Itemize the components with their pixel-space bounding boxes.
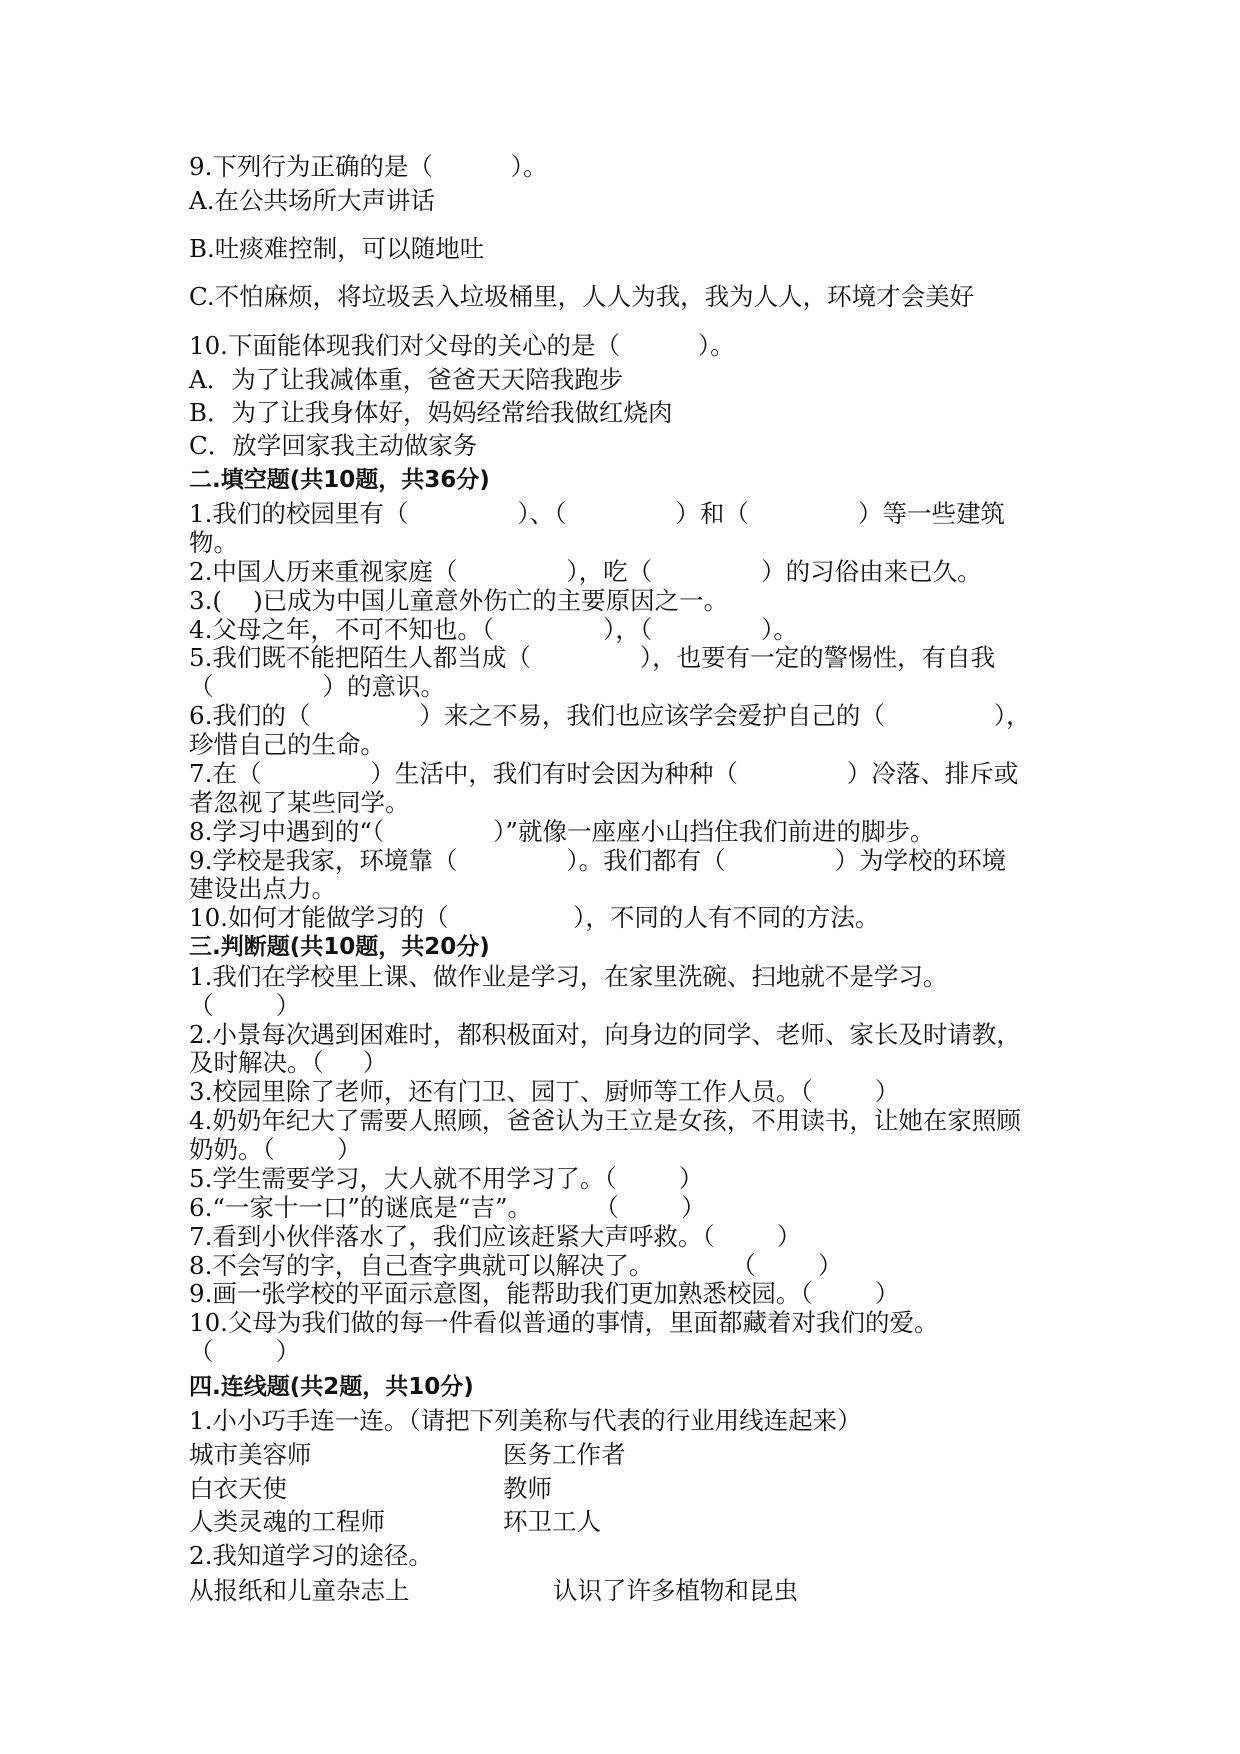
section-matching-heading: 四.连线题(共2题，共10分) xyxy=(189,1374,474,1400)
section-fill-blank-heading: 二.填空题(共10题，共36分) xyxy=(189,467,490,493)
q10-option-c: C．放学回家我主动做家务 xyxy=(189,431,478,460)
match-left-item: 人类灵魂的工程师 xyxy=(189,1507,385,1536)
fill-line: 2.中国人历来重视家庭（ ），吃（ ）的习俗由来已久。 xyxy=(189,557,982,586)
section-true-false-heading: 三.判断题(共10题，共20分) xyxy=(189,934,490,960)
match-left-item: 城市美容师 xyxy=(189,1440,312,1469)
judge-line: （ ） xyxy=(189,1337,301,1366)
match-right-item: 认识了许多植物和昆虫 xyxy=(553,1576,798,1605)
q9-option-b: B.吐痰难控制，可以随地吐 xyxy=(189,234,485,263)
q9-option-a: A.在公共场所大声讲话 xyxy=(189,186,435,215)
judge-line: 8.不会写的字，自己查字典就可以解决了。 （ ） xyxy=(189,1251,843,1280)
match-right-item: 环卫工人 xyxy=(503,1507,601,1536)
judge-line: 及时解决。（ ） xyxy=(189,1048,388,1077)
judge-line: 9.画一张学校的平面示意图，能帮助我们更加熟悉校园。（ ） xyxy=(189,1279,900,1308)
q9-option-c: C.不怕麻烦，将垃圾丢入垃圾桶里，人人为我，我为人人，环境才会美好 xyxy=(189,282,975,311)
fill-line: 建设出点力。 xyxy=(189,874,336,903)
judge-line: 3.校园里除了老师，还有门卫、园丁、厨师等工作人员。（ ） xyxy=(189,1077,900,1106)
judge-line: （ ） xyxy=(189,991,301,1020)
match-left-item: 从报纸和儿童杂志上 xyxy=(189,1576,410,1605)
fill-line: （ ）的意识。 xyxy=(189,672,446,701)
judge-line: 6.“一家十一口”的谜底是“吉”。 （ ） xyxy=(189,1193,706,1222)
judge-line: 1.我们在学校里上课、做作业是学习，在家里洗碗、扫地就不是学习。 xyxy=(189,962,948,991)
fill-line: 1.我们的校园里有（ ）、（ ）和（ ）等一些建筑 xyxy=(189,499,1005,528)
judge-line: 奶奶。（ ） xyxy=(189,1135,362,1164)
fill-line: 物。 xyxy=(189,528,238,557)
match-left-item: 白衣天使 xyxy=(189,1474,287,1503)
fill-line: 5.我们既不能把陌生人都当成（ ），也要有一定的警惕性，有自我 xyxy=(189,643,996,672)
fill-line: 7.在（ ）生活中，我们有时会因为种种（ ）冷落、排斥或 xyxy=(189,759,1019,788)
fill-line: 者忽视了某些同学。 xyxy=(189,788,410,817)
fill-line: 3.( )已成为中国儿童意外伤亡的主要原因之一。 xyxy=(189,586,729,615)
judge-line: 7.看到小伙伴落水了，我们应该赶紧大声呼救。（ ） xyxy=(189,1222,802,1251)
fill-line: 10.如何才能做学习的（ ），不同的人有不同的方法。 xyxy=(189,903,880,932)
judge-line: 4.奶奶年纪大了需要人照顾，爸爸认为王立是女孩，不用读书，让她在家照顾 xyxy=(189,1106,1021,1135)
judge-line: 2.小景每次遇到困难时，都积极面对，向身边的同学、老师、家长及时请教， xyxy=(189,1020,1021,1049)
judge-line: 5.学生需要学习，大人就不用学习了。（ ） xyxy=(189,1164,704,1193)
match-q1-stem: 1.小小巧手连一连。（请把下列美称与代表的行业用线连起来） xyxy=(189,1406,862,1435)
fill-line: 9.学校是我家，环境靠（ ）。我们都有（ ）为学校的环境 xyxy=(189,846,1007,875)
fill-line: 6.我们的（ ）来之不易，我们也应该学会爱护自己的（ ）， xyxy=(189,701,1031,730)
q10-option-a: A．为了让我减体重，爸爸天天陪我跑步 xyxy=(189,365,624,394)
fill-line: 8.学习中遇到的“（ ）”就像一座座小山挡住我们前进的脚步。 xyxy=(189,817,935,846)
fill-line: 4.父母之年，不可不知也。（ ），（ ）。 xyxy=(189,615,798,644)
q10-option-b: B．为了让我身体好，妈妈经常给我做红烧肉 xyxy=(189,398,673,427)
judge-line: 10.父母为我们做的每一件看似普通的事情，里面都藏着对我们的爱。 xyxy=(189,1308,939,1337)
q9-stem: 9.下列行为正确的是（ ）。 xyxy=(189,152,548,181)
match-right-item: 教师 xyxy=(503,1474,552,1503)
q10-stem: 10.下面能体现我们对父母的关心的是（ ）。 xyxy=(189,331,735,360)
match-right-item: 医务工作者 xyxy=(503,1440,626,1469)
match-q2-stem: 2.我知道学习的途径。 xyxy=(189,1541,433,1570)
fill-line: 珍惜自己的生命。 xyxy=(189,730,385,759)
